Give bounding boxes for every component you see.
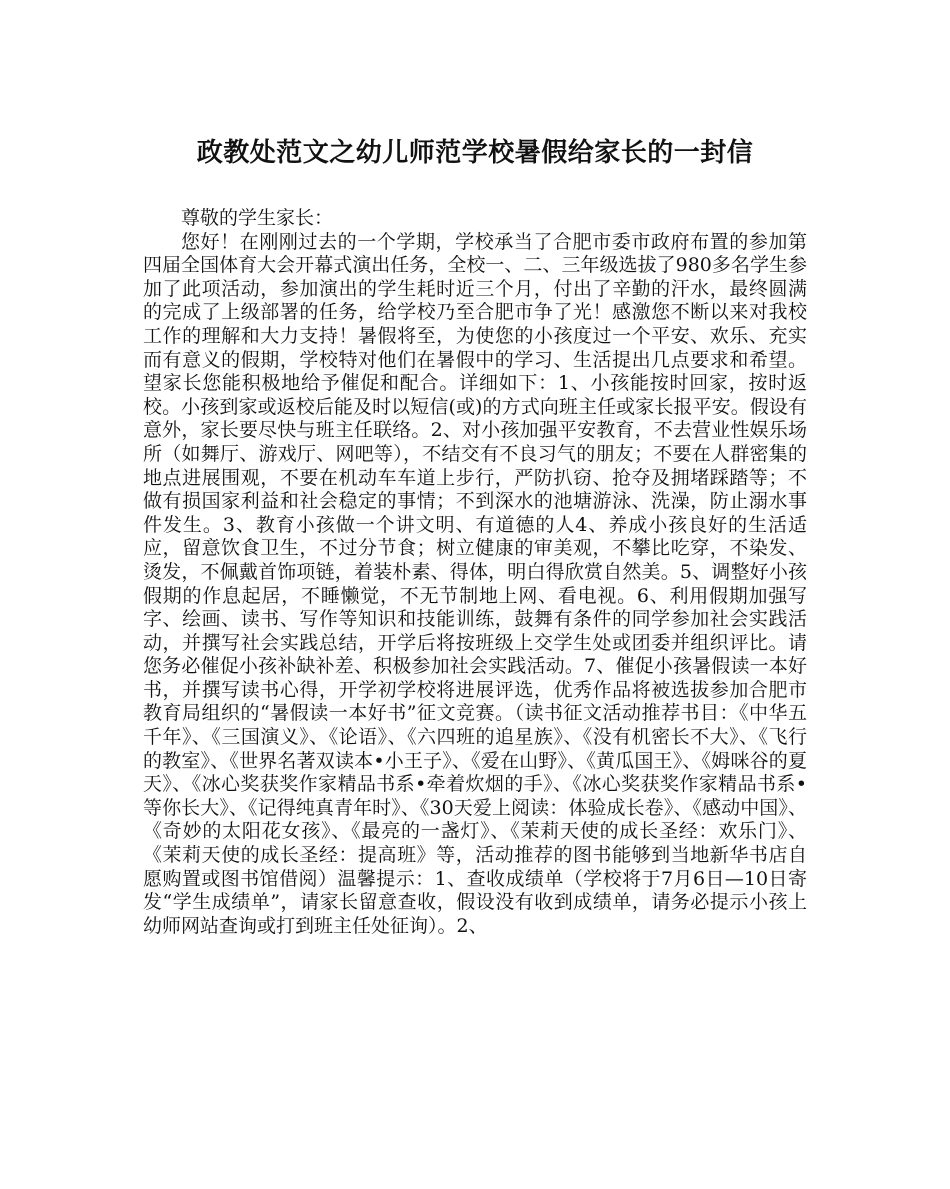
- document-body: [143, 207, 807, 938]
- document-title: 政教处范文之幼儿师范学校暑假给家长的一封信: [196, 138, 754, 168]
- body-paragraph: 您好！在刚刚过去的一个学期，学校承当了合肥市委市政府布置的参加第四届全国体育大会开幕式演出任务，全校一、二、三年级选拔了980多名学生参加了此项活动，参加演出的学生耗时近三个月，付出了辛勤的汗水，最终圆满的完成了上级部署的任务，给学校乃至合肥市争了光！感激您不断以来对我校工作的理解和大力支持！暑假将至，为使您的小孩度过一个平安、欢乐、充实而有意义的假期，学校特对他们在暑假中的学习、生活提出几点要求和希望。望家长您能积极地给予催促和配合。详细如下：1、小孩能按时回家，按时返校。小孩到家或返校后能及时以短信(或)的方式向班主任或家长报平安。假设有意外，家长要尽快与班主任联络。2、对小孩加强平安教育，不去营业性娱乐场所（如舞厅、游戏厅、网吧等），不结交有不良习气的朋友；不要在人群密集的地点进展围观，不要在机动车车道上步行，严防扒窃、抢夺及拥堵踩踏等；不做有损国家利益和社会稳定的事情；不到深水的池塘游泳、洗澡，防止溺水事件发生。3、教育小孩做一个讲文明、有道德的人4、养成小孩良好的生活适应，留意饮食卫生，不过分节食；树立健康的审美观，不攀比吃穿，不染发、烫发，不佩戴首饰项链，着装朴素、得体，明白得欣赏自然美。5、调整好小孩假期的作息起居，不睡懒觉，不无节制地上网、看电视。6、利用假期加强写字、绘画、读书、写作等知识和技能训练，鼓舞有条件的同学参加社会实践活动，并撰写社会实践总结，开学后将按班级上交学生处或团委并组织评比。请您务必催促小孩补缺补差、积极参加社会实践活动。7、催促小孩暑假读一本好书，并撰写读书心得，开学初学校将进展评选，优秀作品将被选拔参加合肥市教育局组织的“暑假读一本好书”征文竞赛。（读书征文活动推荐书目：《中华五千年》、《三国演义》、《论语》、《六四班的追星族》、《没有机密长不大》、《飞行的教室》、《世界名著双读本•小王子》、《爱在山野》、《黄瓜国王》、《姆咪谷的夏天》、《冰心奖获奖作家精品书系•牵着炊烟的手》、《冰心奖获奖作家精品书系•等你长大》、《记得纯真青年时》、《30天爱上阅读：体验成长卷》、《感动中国》、《奇妙的太阳花女孩》、《最亮的一盏灯》、《茉莉天使的成长圣经：欢乐门》、《茉莉天使的成长圣经：提高班》等，活动推荐的图书能够到当地新华书店自愿购置或图书馆借阅）温馨提示：1、查收成绩单（学校将于7月6日—10日寄发“学生成绩单”，请家长留意查收，假设没有收到成绩单，请务必提示小孩上幼师网站查询或打到班主任处征询）。2、: [143, 230, 807, 937]
- salutation: 尊敬的学生家长：: [181, 207, 334, 229]
